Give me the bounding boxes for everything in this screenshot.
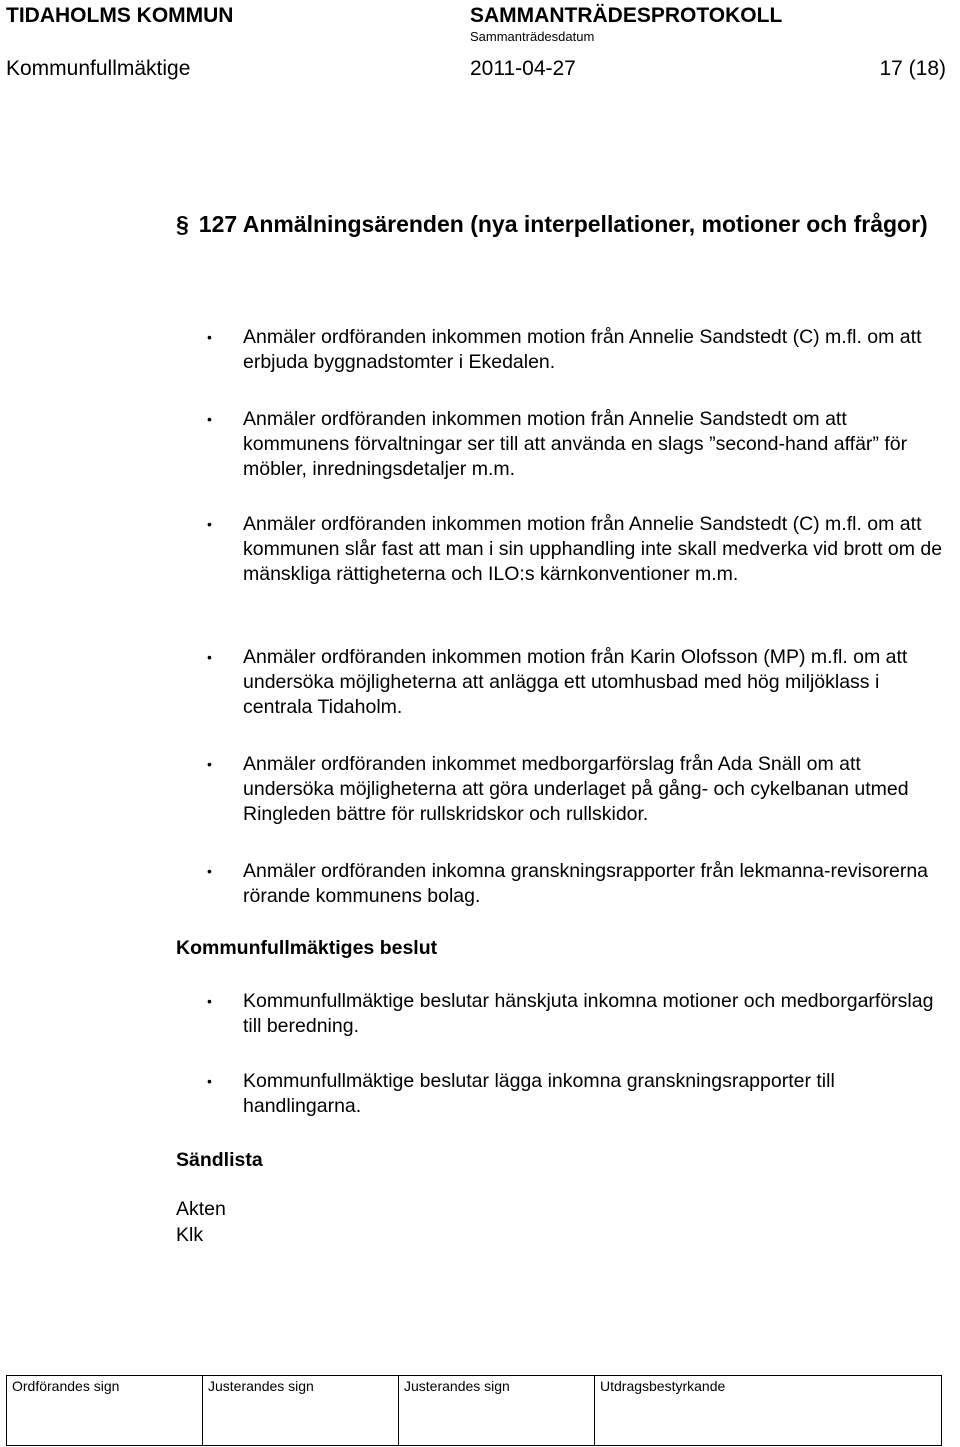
footer-cell-certification: Utdragsbestyrkande: [594, 1376, 942, 1446]
footer-cell-adjuster-sign-2: Justerandes sign: [398, 1376, 594, 1446]
bullet-icon: •: [207, 756, 212, 772]
meeting-date: 2011-04-27: [470, 57, 576, 80]
footer-cell-adjuster-sign-1: Justerandes sign: [202, 1376, 398, 1446]
section-title: [176, 207, 936, 242]
date-label: Sammanträdesdatum: [470, 29, 595, 44]
bullet-icon: •: [207, 863, 212, 879]
list-item-text: Anmäler ordföranden inkomna granskningsrapporter från lekmanna-revisorerna rörande kommunens bolag.: [243, 860, 929, 907]
bullet-icon: •: [207, 516, 212, 532]
meeting-body: Kommunfullmäktige: [6, 57, 191, 80]
recipient: Klk: [176, 1224, 204, 1246]
paragraph-symbol: §: [176, 211, 189, 237]
distribution-heading: Sändlista: [176, 1149, 263, 1171]
bullet-icon: •: [207, 1073, 212, 1089]
bullet-icon: •: [207, 993, 212, 1009]
list-item-text: Anmäler ordföranden inkommet medborgarförslag från Ada Snäll om att undersöka möjligheterna att göra underlaget på gång- och cykelbanan utmed Ringleden bättre för rullskridskor och rullskidor.: [243, 753, 909, 825]
list-item-text: Anmäler ordföranden inkommen motion från Annelie Sandstedt (C) m.fl. om att kommunen slår fast att man i sin upphandling inte skall medverka vid brott om de mänskliga rättigheterna och ILO:s kärnkonventioner m.m.: [243, 513, 943, 585]
list-item-text: Anmäler ordföranden inkommen motion från Karin Olofsson (MP) m.fl. om att undersöka möjligheterna att anlägga ett utomhusbad med hög miljöklass i centrala Tidaholm.: [243, 646, 908, 718]
document-type: SAMMANTRÄDESPROTOKOLL: [470, 4, 783, 27]
footer-cell-chair-sign: Ordförandes sign: [6, 1376, 202, 1446]
decision-item-text: Kommunfullmäktige beslutar hänskjuta inkomna motioner och medborgarförslag till beredning.: [243, 990, 934, 1037]
decision-item-text: Kommunfullmäktige beslutar lägga inkomna granskningsrapporter till handlingarna.: [243, 1070, 835, 1117]
recipient: Akten: [176, 1198, 226, 1220]
bullet-icon: •: [207, 329, 212, 345]
page-number: 17 (18): [879, 57, 946, 80]
organization-name: TIDAHOLMS KOMMUN: [6, 4, 234, 27]
list-item-text: Anmäler ordföranden inkommen motion från Annelie Sandstedt (C) m.fl. om att erbjuda byggnadstomter i Ekedalen.: [243, 326, 922, 373]
list-item-text: Anmäler ordföranden inkommen motion från Annelie Sandstedt om att kommunens förvaltningar ser till att använda en slags ”second-hand affär” för möbler, inredningsdetaljer m.m.: [243, 408, 908, 480]
decision-heading: Kommunfullmäktiges beslut: [176, 937, 438, 959]
bullet-icon: •: [207, 649, 212, 665]
bullet-icon: •: [207, 411, 212, 427]
section-title-text: 127 Anmälningsärenden (nya interpellationer, motioner och frågor): [198, 211, 928, 237]
